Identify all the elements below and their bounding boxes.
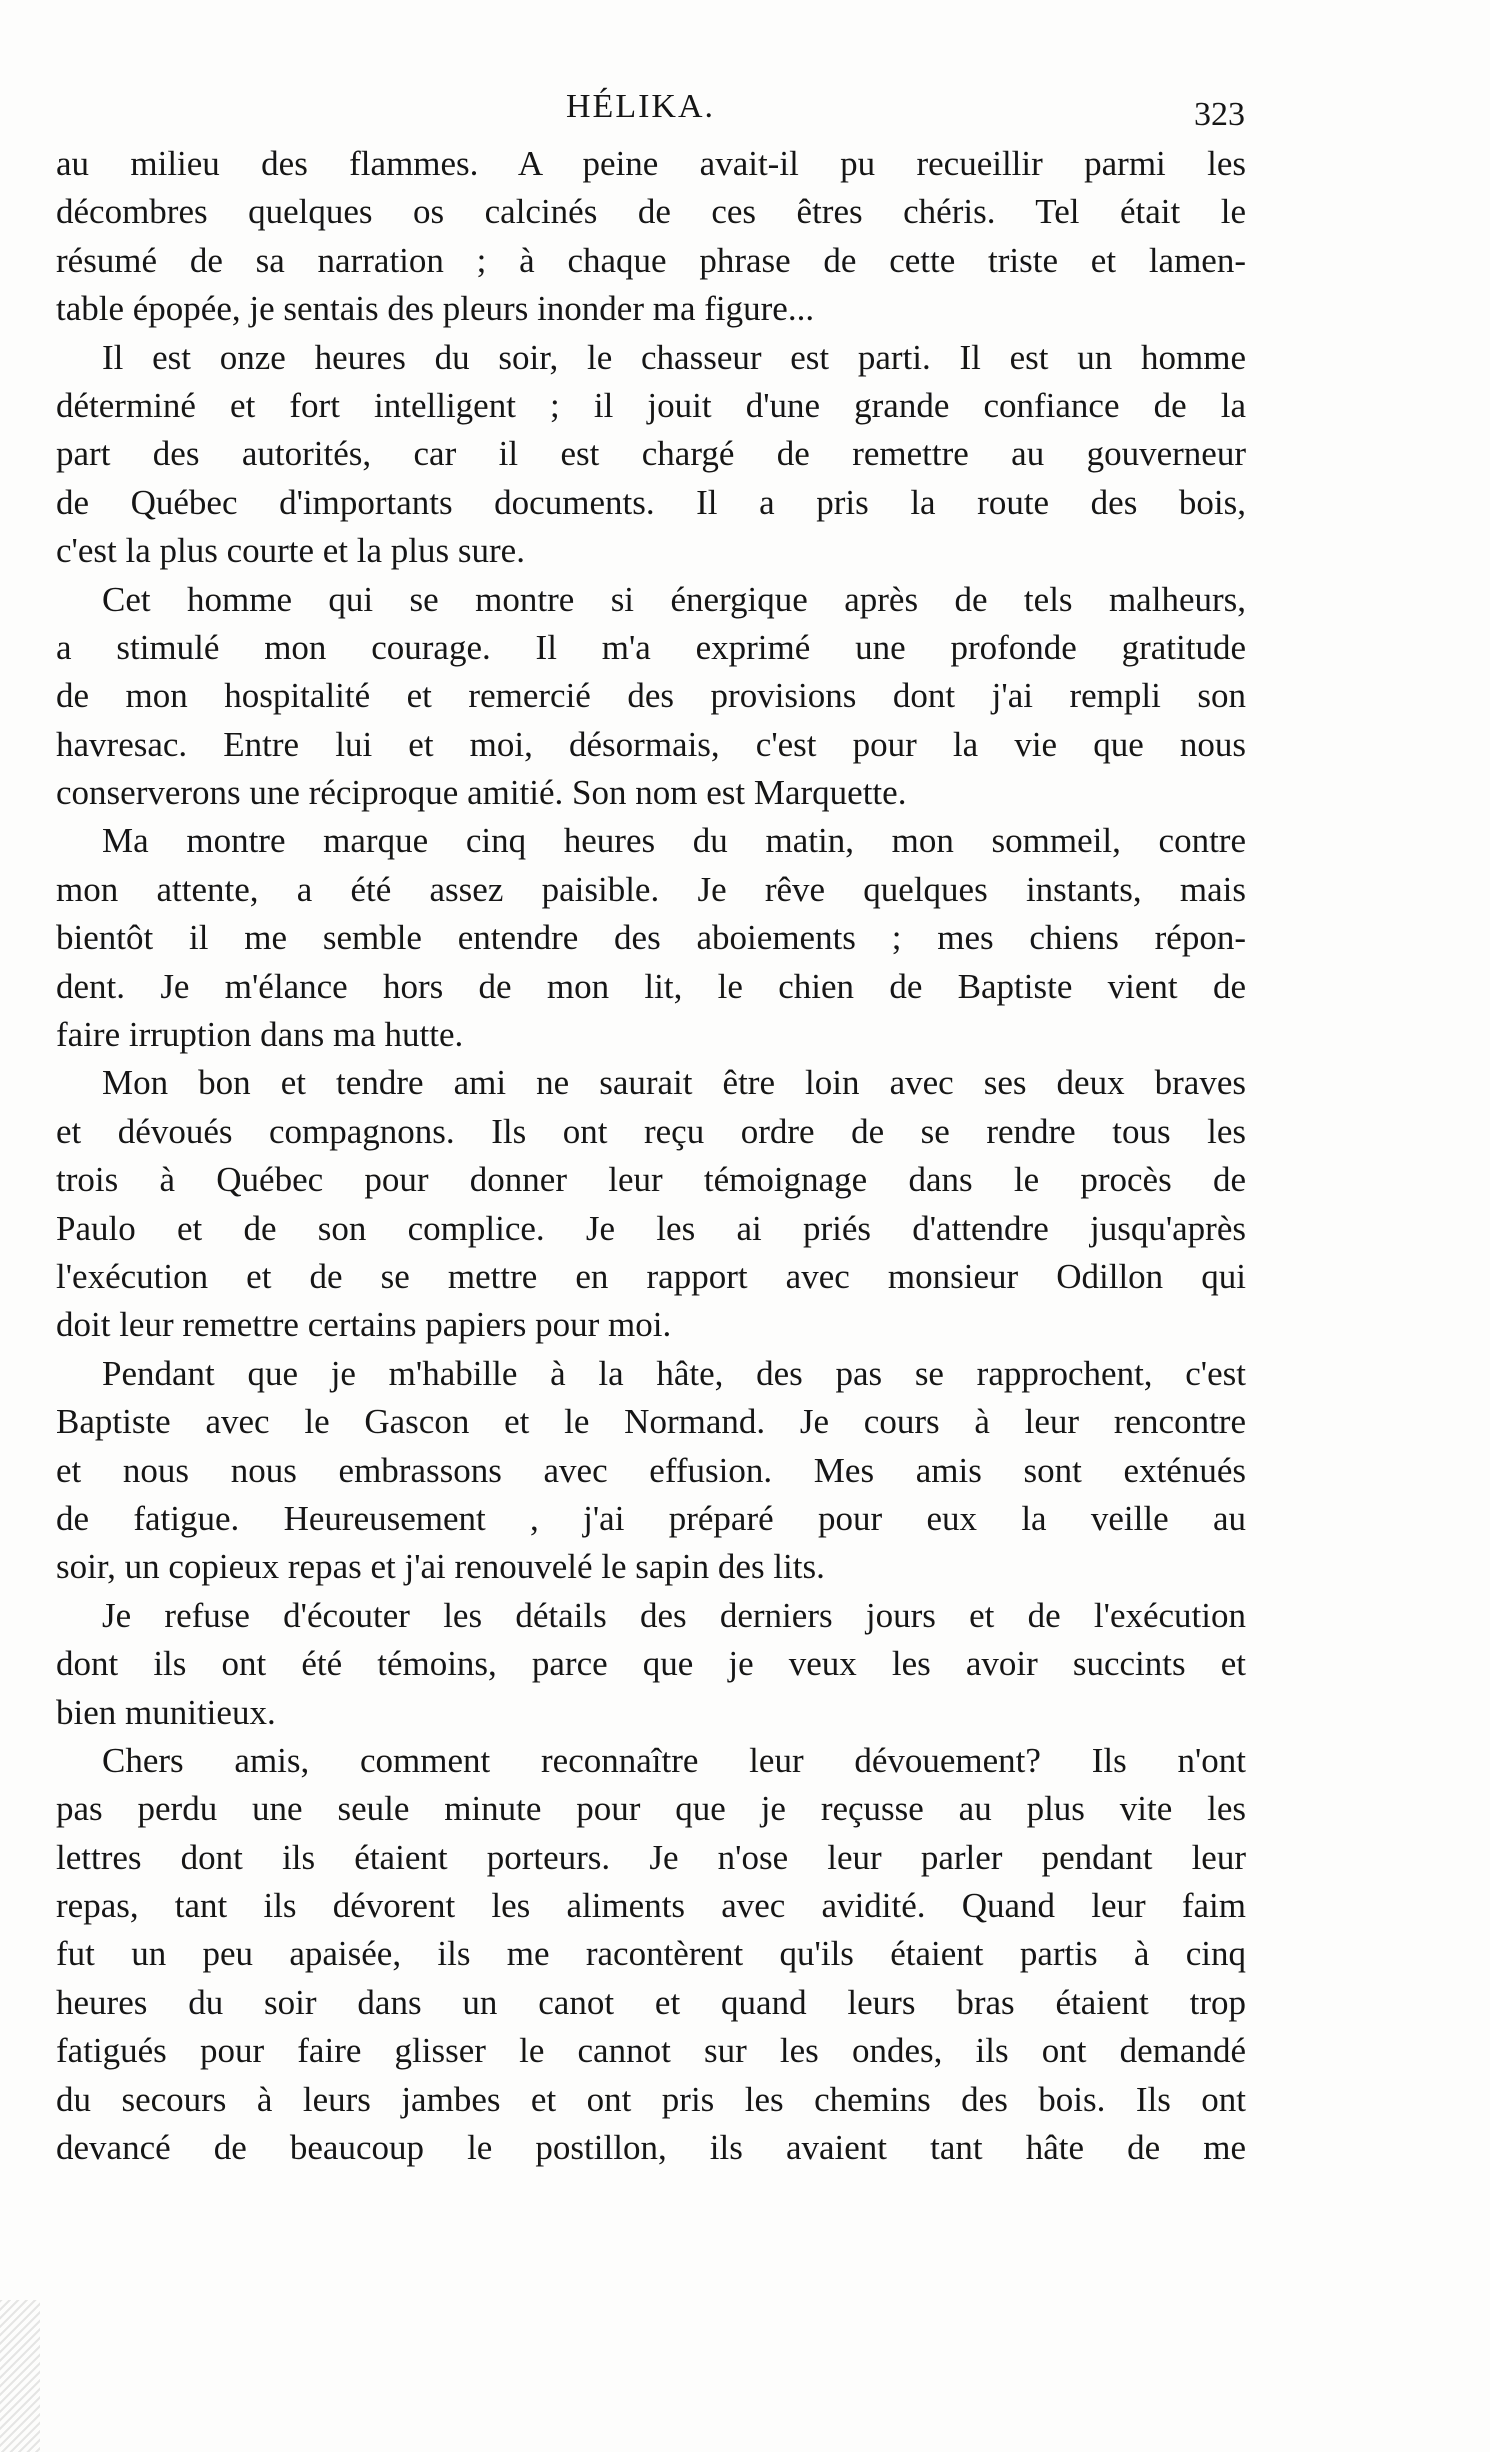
text-line: Ma montre marque cinq heures du matin, mon sommeil, contre — [102, 821, 1246, 861]
text-line: devancé de beaucoup le postillon, ils avaient tant hâte de me — [56, 2128, 1246, 2168]
text-line: bien munitieux. — [56, 1692, 276, 1732]
text-line: résumé de sa narration ; à chaque phrase de cette triste et lamen- — [56, 240, 1246, 280]
text-line: dont ils ont été témoins, parce que je veux les avoir succints et — [56, 1644, 1246, 1684]
text-line: décombres quelques os calcinés de ces êtres chéris. Tel était le — [56, 192, 1246, 232]
text-line: c'est la plus courte et la plus sure. — [56, 531, 525, 571]
text-line: repas, tant ils dévorent les aliments avec avidité. Quand leur faim — [56, 1886, 1246, 1926]
text-line: havresac. Entre lui et moi, désormais, c'est pour la vie que nous — [56, 724, 1246, 764]
text-line: Il est onze heures du soir, le chasseur est parti. Il est un homme — [102, 337, 1246, 377]
text-line: table épopée, je sentais des pleurs inonder ma figure... — [56, 289, 815, 329]
paragraph — [56, 817, 1246, 1059]
text-line: fatigués pour faire glisser le cannot sur les ondes, ils ont demandé — [56, 2031, 1246, 2071]
text-line: Mon bon et tendre ami ne saurait être loin avec ses deux braves — [102, 1063, 1246, 1103]
text-line: pas perdu une seule minute pour que je reçusse au plus vite les — [56, 1789, 1246, 1829]
text-line: mon attente, a été assez paisible. Je rêve quelques instants, mais — [56, 869, 1246, 909]
text-line: déterminé et fort intelligent ; il jouit d'une grande confiance de la — [56, 385, 1246, 425]
text-line: l'exécution et de se mettre en rapport avec monsieur Odillon qui — [56, 1256, 1246, 1296]
text-line: de Québec d'importants documents. Il a pris la route des bois, — [56, 482, 1246, 522]
text-line: part des autorités, car il est chargé de remettre au gouverneur — [56, 434, 1246, 474]
text-line: doit leur remettre certains papiers pour moi. — [56, 1305, 672, 1345]
text-line: heures du soir dans un canot et quand leurs bras étaient trop — [56, 1982, 1246, 2022]
text-line: faire irruption dans ma hutte. — [56, 1015, 464, 1055]
text-line: de fatigue. Heureusement , j'ai préparé pour eux la veille au — [56, 1498, 1246, 1538]
paragraph — [56, 140, 1246, 334]
text-line: lettres dont ils étaient porteurs. Je n'ose leur parler pendant leur — [56, 1837, 1246, 1877]
page-edge-stain — [0, 2300, 40, 2452]
text-line: Pendant que je m'habille à la hâte, des pas se rapprochent, c'est — [102, 1353, 1246, 1393]
text-line: a stimulé mon courage. Il m'a exprimé une profonde gratitude — [56, 627, 1246, 667]
text-line: fut un peu apaisée, ils me racontèrent qu'ils étaient partis à cinq — [56, 1934, 1246, 1974]
text-line: trois à Québec pour donner leur témoignage dans le procès de — [56, 1160, 1246, 1200]
paragraph — [56, 576, 1246, 818]
paragraph — [56, 1059, 1246, 1349]
paragraph — [56, 1737, 1246, 2173]
running-title: HÉLIKA. — [566, 88, 716, 125]
paragraph — [56, 334, 1246, 576]
text-line: et nous nous embrassons avec effusion. Mes amis sont exténués — [56, 1450, 1246, 1490]
text-line: Baptiste avec le Gascon et le Normand. Je cours à leur rencontre — [56, 1402, 1246, 1442]
text-line: du secours à leurs jambes et ont pris les chemins des bois. Ils ont — [56, 2079, 1246, 2119]
page-number: 323 — [1194, 96, 1245, 133]
text-line: dent. Je m'élance hors de mon lit, le chien de Baptiste vient de — [56, 966, 1246, 1006]
text-line: soir, un copieux repas et j'ai renouvelé le sapin des lits. — [56, 1547, 825, 1587]
text-line: Chers amis, comment reconnaître leur dévouement? Ils n'ont — [102, 1740, 1246, 1780]
paragraph — [56, 1350, 1246, 1592]
running-head — [56, 88, 1256, 138]
text-line: de mon hospitalité et remercié des provisions dont j'ai rempli son — [56, 676, 1246, 716]
paragraph — [56, 1592, 1246, 1737]
body-text — [56, 140, 1246, 2172]
text-line: et dévoués compagnons. Ils ont reçu ordre de se rendre tous les — [56, 1111, 1246, 1151]
text-line: Cet homme qui se montre si énergique après de tels malheurs, — [102, 579, 1246, 619]
text-line: bientôt il me semble entendre des aboiements ; mes chiens répon- — [56, 918, 1246, 958]
text-line: Paulo et de son complice. Je les ai priés d'attendre jusqu'après — [56, 1208, 1246, 1248]
text-line: au milieu des flammes. A peine avait-il pu recueillir parmi les — [56, 144, 1246, 183]
text-line: conserverons une réciproque amitié. Son nom est Marquette. — [56, 773, 907, 813]
text-line: Je refuse d'écouter les détails des derniers jours et de l'exécution — [102, 1595, 1246, 1635]
